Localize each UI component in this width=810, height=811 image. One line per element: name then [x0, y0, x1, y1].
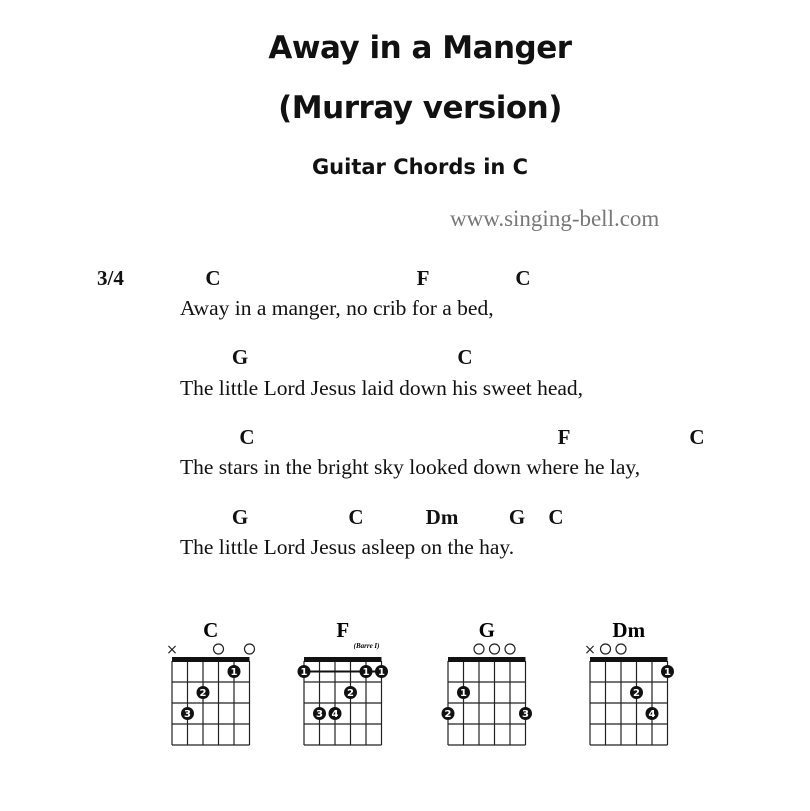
chord-label: G [508, 505, 526, 529]
open-string-icon [490, 644, 500, 654]
muted-string-icon: × [166, 642, 178, 658]
open-string-icon [245, 644, 255, 654]
lyric-line: Away in a manger, no crib for a bed, [180, 296, 494, 320]
song-subtitle: (Murray version) [278, 90, 562, 126]
chord-diagram-name: C [203, 618, 219, 642]
chord-label: C [548, 505, 564, 529]
chord-label: F [557, 425, 571, 449]
chord-label: G [231, 505, 249, 529]
chord-diagram-f [292, 615, 402, 750]
finger-number: 1 [362, 667, 370, 678]
finger-number: 4 [331, 709, 339, 720]
lyric-line: The stars in the bright sky looked down where he lay, [180, 455, 641, 479]
finger-number: 1 [378, 667, 385, 678]
chord-label: C [515, 266, 531, 290]
finger-number: 3 [522, 709, 529, 720]
finger-number: 1 [460, 688, 467, 699]
chord-label: G [231, 345, 249, 369]
chord-label: C [348, 505, 364, 529]
finger-number: 1 [230, 667, 238, 678]
chord-label: C [689, 425, 705, 449]
chord-diagram-dm [578, 615, 688, 750]
open-string-icon [474, 644, 484, 654]
chord-diagram-name: F [336, 618, 350, 642]
open-string-icon [214, 644, 224, 654]
finger-number: 2 [199, 688, 207, 699]
chord-diagram-g [436, 615, 546, 750]
lyric-line: The little Lord Jesus asleep on the hay. [180, 535, 515, 559]
chord-label: F [416, 266, 430, 290]
finger-number: 3 [316, 709, 323, 720]
nut [304, 657, 382, 662]
finger-number: 2 [633, 688, 640, 699]
finger-number: 2 [444, 709, 452, 720]
website-url: www.singing-bell.com [450, 206, 660, 231]
finger-number: 4 [648, 709, 656, 720]
time-signature: 3/4 [97, 266, 124, 290]
nut [590, 657, 668, 662]
muted-string-icon: × [584, 642, 596, 658]
finger-number: 2 [347, 688, 354, 699]
open-string-icon [601, 644, 611, 654]
chord-diagram-name: G [478, 618, 495, 642]
lyric-line: The little Lord Jesus laid down his sweet head, [180, 376, 584, 400]
nut [172, 657, 250, 662]
finger-number: 3 [184, 709, 191, 720]
chord-key-heading: Guitar Chords in C [311, 155, 529, 179]
chord-diagram-name: Dm [612, 618, 646, 642]
finger-number: 1 [300, 667, 308, 678]
chord-label: Dm [425, 505, 459, 529]
open-string-icon [505, 644, 515, 654]
chord-diagram-c [160, 615, 270, 750]
open-string-icon [616, 644, 626, 654]
nut [448, 657, 526, 662]
finger-number: 1 [664, 667, 671, 678]
song-title: Away in a Manger [268, 30, 572, 66]
chord-label: C [205, 266, 221, 290]
barre-note: (Barre I) [353, 642, 380, 650]
chord-label: C [457, 345, 473, 369]
chord-label: C [239, 425, 255, 449]
